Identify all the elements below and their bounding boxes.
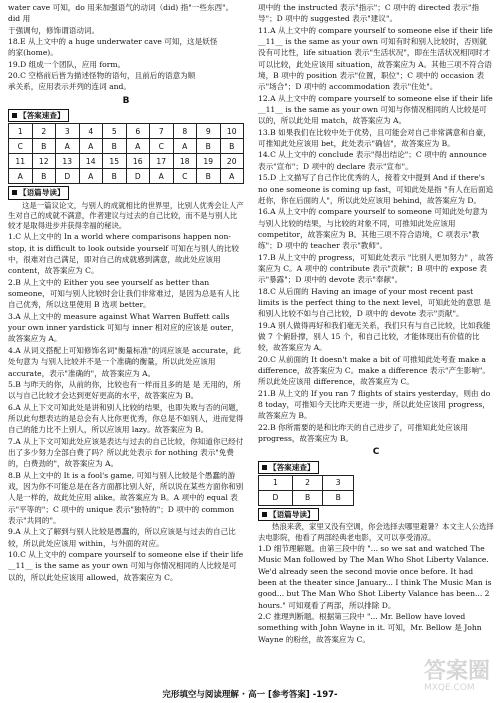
table-cell: 17: [150, 154, 174, 169]
guide-text-left: 这是一篇议论文，与别人的成就相比的世界里，比别人优秀会让人产生对自己的成就不满意，作者建议与过去的自己比较，而不是与别人比较才是取得进步并获得幸福的秘诀。: [8, 200, 244, 231]
table-cell: 5: [103, 124, 127, 139]
answer-item: 22.B 你所需要的是和比昨天的自己进步了，可推知此处应该用 progress，故答案应为 B。: [258, 422, 468, 444]
page-footer: 完形填空与阅读理解 · 高一 [参考答案] -197-: [162, 690, 338, 700]
answer-item: 1.C 从上文中的 In a world where comparisons happen non-stop, it is difficult to look outside yourself 可知在与别人的比较中，很难对自己满足，即对自己的成就感到满意，故此处应该用 content，故答案应为 C。: [8, 232, 239, 276]
table-cell: B: [197, 169, 221, 184]
answer-item: 2.C 推理判断题。根据第三段中 "... Mr. Bellow have loved something with John Wayne in it. 可知，Mr. Bellow 是 John Wayne 的粉丝，故答案应为 C。: [258, 611, 482, 644]
table-cell: B: [32, 139, 56, 154]
answer-item: 项中的 the instructed 表示"指示"；C 项中的 directed 表示"指导"；D 项中的 suggested 表示"建议"。: [258, 3, 480, 24]
table-cell: A: [150, 169, 174, 184]
table-cell: 20: [220, 154, 244, 169]
answer-item: 11.A 从上文中的 compare yourself to someone else if their life __11__ is the same as your own 可知有时和别人比较时，否则就没有可比性，life situation 表示"生活状况"，即在生活状况相同时才可以比较，此处应该用 situation，故答案应为 A。其他三项不符合语境，B 项中的 position 表示"位置，职位"；C 项中的 occasion 表示"场合"；D 项中的 accommodation 表示"住处"。: [258, 25, 493, 92]
table-cell: B: [323, 491, 354, 506]
text-line: 于强调句，修饰谓语动词。: [8, 25, 100, 35]
table-cell: D: [259, 491, 293, 506]
section-label-c: C: [372, 447, 380, 458]
table-cell: A: [220, 169, 244, 184]
answer-heading-left: 【答案速查】: [8, 109, 69, 122]
answer-table-left: [8, 123, 244, 184]
answer-item: 8.B 从上文中的 It is a fool's game, 可知与别人比较是个愚蠢的游戏，因为你不可能总是在各方面都比别人好，所以说在某些方面你和别人是一样的，故此处应用 alike。故答案应为 B。A 项中的 equal 表示"平等的"；C 项中的 unique 表示"独特的"；D 项中的 common 表示"共同的"。: [8, 470, 244, 525]
table-cell: 18: [173, 154, 197, 169]
answer-item: 6.A 从上下文可知此处是讲和别人比较的结果，也即失败与否的问题，所以此句想表达的是总会有人比你更优秀，你总是不如别人，进而觉得自己的能力比不上别人，所以应该用 lazy。故答案应为 B。: [8, 402, 244, 435]
guide-heading-left: 【语篇导读】: [8, 186, 69, 199]
text-line: 承关系，应用表示并列的连词 and。: [8, 82, 132, 92]
answer-item: 3.A 从上文中的 measure against What Warren Buffett calls your own inner yardstick 可知与 inner 相对应的应该是 outer，故答案应为 A。: [8, 311, 239, 344]
table-cell: 8: [173, 124, 197, 139]
answer-item: 15.D 上文描写了自己作比优秀的人，接着文中提到 And if there's no one someone is coming up fast，可知此处是指 "有人在后面追赶你，你在后面的人"，所以此处应该用 behind，故答案应为 D。: [258, 173, 494, 205]
answer-item: 10.C 从上文中的 compare yourself to someone else if their life __11__ is the same as your own 可知与你情况相同的人比较是可以的，所以此处应该用 allowed，故答案应为 C。: [8, 550, 244, 582]
table-cell: D: [126, 169, 150, 184]
table-cell: 13: [56, 154, 80, 169]
table-cell: 16: [126, 154, 150, 169]
table-cell: 12: [32, 154, 56, 169]
table-cell: A: [79, 169, 103, 184]
table-cell: 1: [9, 124, 33, 139]
answer-item: 2.B 从上文中的 Either you see yourself as better than someone，可知与别人比较时会让我们非常难过，是因为总是有人比自己优秀，所以这里使用 B 选项 better。: [8, 277, 240, 310]
table-cell: A: [79, 139, 103, 154]
table-cell: A: [9, 169, 33, 184]
left-column: [8, 2, 244, 583]
text-line: 20.C 空格前后皆为描述怪物的语句，且前后的语意为顺: [8, 71, 196, 81]
answer-item: 19.A 别人做得再好和我们毫无关系，我们只有与自己比较，比如我能做 7 个俯卧撑，别人 15 个，和自己比较，才能体现出有价值的比较，故答案应为 A。: [258, 320, 491, 353]
guide-heading-right: 【语篇导读】: [258, 508, 319, 521]
table-cell: 15: [103, 154, 127, 169]
answer-heading-right: 【答案速查】: [258, 461, 319, 474]
answer-item: 20.C 从前面的 It doesn't make a bit of 可推知此处考查 make a difference，故答案应为 C。make a difference 表示"产生影响"。所以此处应该用 difference，故答案应为 C。: [258, 354, 490, 387]
table-cell: B: [292, 491, 323, 506]
table-cell: A: [126, 139, 150, 154]
answer-item: 13.B 如果我们在比较中处于优势，且可能会对自己非常满意和自豪，可推知此处应该用 bet，此处表示"确信"，故答案应为 B。: [258, 127, 491, 149]
right-items: [258, 2, 494, 444]
left-items: [8, 231, 244, 583]
table-cell: 9: [197, 124, 221, 139]
table-cell: B: [32, 169, 56, 184]
table-cell: B: [103, 169, 127, 184]
answer-item: 14.C 从上文中的 conclude 表示"得出结论"；C 项中的 announce 表示"宣布"；D 项中的 declare 表示"宣布"。: [258, 150, 487, 171]
answer-item: 12.A 从上文中的 compare yourself to someone else if their life __11__ is the same as your own 可知与你情况相同的人比较是可以的，所以此处用 match，故答案应为 A。: [258, 93, 493, 126]
answer-table-right: [258, 475, 354, 506]
table-cell: 2: [32, 124, 56, 139]
answer-item: 17.B 从上文中的 progress，可知此处表示 "比别人更加努力" ，故答案应为 C。A 项中的 contribute 表示"贡献"；B 项中的 expose 表示"暴露"；D 项中的 devote 表示"奉献"。: [258, 252, 494, 285]
answer-item: 9.A 从上文了解到与别人比较是愚蠢的，所以应该是与过去的自己比较，所以此处应该用 within，与外面的对应。: [8, 527, 236, 548]
table-cell: B: [103, 139, 127, 154]
table-cell: C: [150, 139, 174, 154]
table-cell: A: [56, 139, 80, 154]
table-cell: 19: [197, 154, 221, 169]
table-cell: 7: [150, 124, 174, 139]
text-line: 18.E 从上文中的 a huge underwater cave 可知，这是妖怪: [8, 37, 218, 47]
answer-item: 5.B 与昨天的你，从前的你，比较也有一样而且多的是 是 无用的，所以与自己比较才会达到更好更高的水平，故答案应为 B。: [8, 379, 241, 401]
right-items-2: [258, 543, 494, 645]
table-cell: 14: [79, 154, 103, 169]
table-cell: 6: [126, 124, 150, 139]
table-cell: A: [173, 139, 197, 154]
text-line: 的家(home)。: [8, 48, 58, 58]
right-column: [258, 2, 494, 645]
table-cell: C: [173, 169, 197, 184]
answer-item: 7.A 从上下文可知此处应该是表达与过去的自己比较，你知道你已经付出了多少努力全部白费了吗？所以此处表示 for nothing 表示"免费的，白费劲的"，故答案应为 A。: [8, 436, 244, 469]
table-cell: 4: [79, 124, 103, 139]
table-cell: 3: [323, 476, 354, 491]
table-cell: B: [197, 139, 221, 154]
text-line: 19.D 组成一个团队，应用 form。: [8, 59, 126, 69]
watermark-logo: 答案圈 MXQE.COM: [424, 659, 491, 693]
table-cell: C: [9, 139, 33, 154]
table-cell: 1: [259, 476, 293, 491]
table-cell: 10: [220, 124, 244, 139]
answer-item: 21.B 从上文的 If you ran 7 flights of stairs yesterday，则由 do 8 today，可推知今天比昨天更进一步，所以此处应该用 progress，故答案应为 B。: [258, 388, 491, 421]
table-cell: D: [56, 169, 80, 184]
guide-text-right: 热浪来袭，家里又没有空调，你会选择去哪里避暑？本文主人公选择去电影院，他看了两部经典老电影，又可以享受清凉。: [258, 522, 494, 542]
section-label-b: B: [122, 95, 130, 106]
table-cell: B: [220, 139, 244, 154]
answer-item: 16.A 从上文中的 compare yourself to someone 可知此处句意为 与别人比较的结果，与比较的对象不同，可推知此处应该用 competitor，故答案应为 B。其他三项不符合语境，C 项表示"教练"；D 项中的 teacher 表示"教师"。: [258, 207, 488, 251]
table-cell: 11: [9, 154, 33, 169]
table-cell: 3: [56, 124, 80, 139]
answer-item: 4.A 从词义搭配上可知修饰名词"衡量标准"的词应该是 accurate，此处句意为 与别人比较并不是一个准确的衡量，所以此处应该用 accurate，表示"准确的"，故答案应为 A。: [8, 345, 241, 378]
left-top-lines: [8, 2, 244, 93]
answer-item: 1.D 细节理解题。由第三段中的 "... so we sat and watched The Music Man followed by The Man Who Shot Liberty Valance. We'd already seen the second movie once before. It had been at the theater since January... I think The Music Man is good... but The Man Who Shot Liberty Valance has been... 2 hours." 可知观看了两部，所以排除 D。: [258, 543, 492, 610]
table-cell: 2: [292, 476, 323, 491]
text-line: water cave 可知，do 用来加强语气的动词（did) 指"一些东西"。did 用: [8, 3, 234, 24]
answer-item: 18.C 从后面的 Having an image of your most recent past limits is the perfect thing to the next level，可知此处的意思 是和别人比较不如与自己比较，D 项中的 devote 表示"贡献"。: [258, 286, 491, 319]
